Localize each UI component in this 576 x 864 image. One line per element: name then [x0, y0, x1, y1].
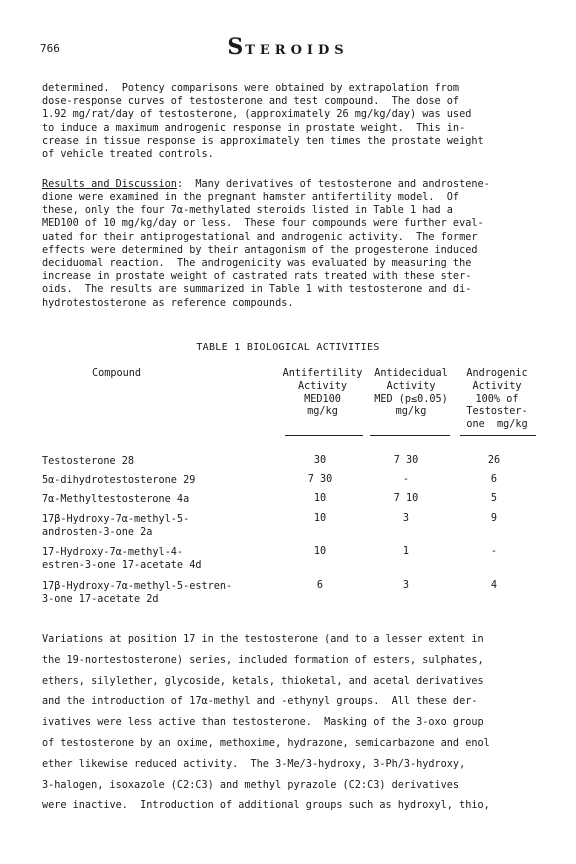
col-rule-antifertility [285, 435, 363, 436]
table-cell-antifertility: 7 30 [307, 474, 333, 485]
table-cell-androgenic: - [490, 546, 498, 557]
table-row-compound: 17-Hydroxy-7α-methyl-4- estren-3-one 17-acetate 4d [42, 547, 202, 572]
table-caption: TABLE 1 BIOLOGICAL ACTIVITIES [196, 342, 380, 353]
journal-title-initial: S [227, 34, 246, 60]
col-header-androgenic: Androgenic Activity 100% of Testoster- one mg/kg [466, 368, 528, 431]
table-cell-antifertility: 10 [313, 513, 327, 524]
intro-paragraph: determined. Potency comparisons were obtained by extrapolation from dose-response curves of testosterone and test compound. The dose of 1.92 mg/rat/day of testosterone, (approximately 26 mg/kg/day) was used to induce a maximum androgenic response in prostate weight. This in- crease in tissue response is approximately ten times the prostate weight of vehicle treated controls. [42, 83, 484, 161]
table-cell-antidecidual: 3 [402, 513, 410, 524]
journal-title [0, 34, 576, 60]
table-cell-androgenic: 26 [487, 455, 501, 466]
col-header-antifertility: Antifertility Activity MED100 mg/kg [282, 368, 363, 418]
table-cell-androgenic: 9 [490, 513, 498, 524]
col-header-compound: Compound [92, 368, 142, 379]
results-first-line-text: : Many derivatives of testosterone and androstene- [176, 179, 490, 190]
col-header-antidecidual: Antidecidual Activity MED (p≤0.05) mg/kg [374, 368, 448, 418]
table-cell-antidecidual: 7 30 [393, 455, 419, 466]
table-cell-antifertility: 10 [313, 493, 327, 504]
table-row-compound: Testosterone 28 [42, 456, 135, 467]
closing-paragraph: Variations at position 17 in the testosterone (and to a lesser extent in the 19-nortestosterone) series, included formation of esters, sulphates, ethers, silylether, glycoside, ketals, thioketal, and acetal derivatives and the introduction of 17α-methyl and -ethynyl groups. All these der- ivatives were less active than testosterone. Masking of the 3-oxo group of testosterone by an oxime, methoxime, hydrazone, semicarbazone and enol ether likewise reduced activity. The 3-Me/3-hydroxy, 3-Ph/3-hydroxy, 3-halogen, isoxazole (C2:C3) and methyl pyrazole (C2:C3) derivatives were inactive. Introduction of additional groups such as hydroxyl, thio, [42, 634, 490, 812]
table-cell-androgenic: 6 [490, 474, 498, 485]
table-cell-antidecidual: 1 [402, 546, 410, 557]
table-row-compound: 17β-Hydroxy-7α-methyl-5-estren- 3-one 17-acetate 2d [42, 581, 233, 606]
table-row-compound: 17β-Hydroxy-7α-methyl-5- androsten-3-one 2a [42, 514, 190, 539]
table-cell-antifertility: 30 [313, 455, 327, 466]
results-paragraph: dione were examined in the pregnant hamster antifertility model. Of these, only the four 7α-methylated steroids listed in Table 1 had a MED100 of 10 mg/kg/day or less. These four compounds were further eval- uated for their antiprogestational and androgenic activity. The former effects were determined by their antagonism of the progesterone induced deciduomal reaction. The androgenicity was evaluated by measuring the increase in prostate weight of castrated rats treated with these ster- oids. The results are summarized in Table 1 with testosterone and di- hydrotestosterone as reference compounds. [42, 192, 484, 309]
journal-title-rest: TEROIDS [245, 43, 349, 58]
table-cell-androgenic: 4 [490, 580, 498, 591]
table-cell-androgenic: 5 [490, 493, 498, 504]
table-row-compound: 5α-dihydrotestosterone 29 [42, 475, 196, 486]
results-heading: Results and Discussion [42, 179, 177, 190]
table-cell-antidecidual: 3 [402, 580, 410, 591]
table-cell-antifertility: 6 [316, 580, 324, 591]
table-cell-antidecidual: 7 10 [393, 493, 419, 504]
page-number: 766 [40, 42, 60, 55]
col-rule-androgenic [460, 435, 536, 436]
table-cell-antidecidual: - [402, 474, 410, 485]
table-cell-antifertility: 10 [313, 546, 327, 557]
results-first-line [42, 178, 542, 191]
table-row-compound: 7α-Methyltestosterone 4a [42, 494, 190, 505]
col-rule-antidecidual [370, 435, 450, 436]
